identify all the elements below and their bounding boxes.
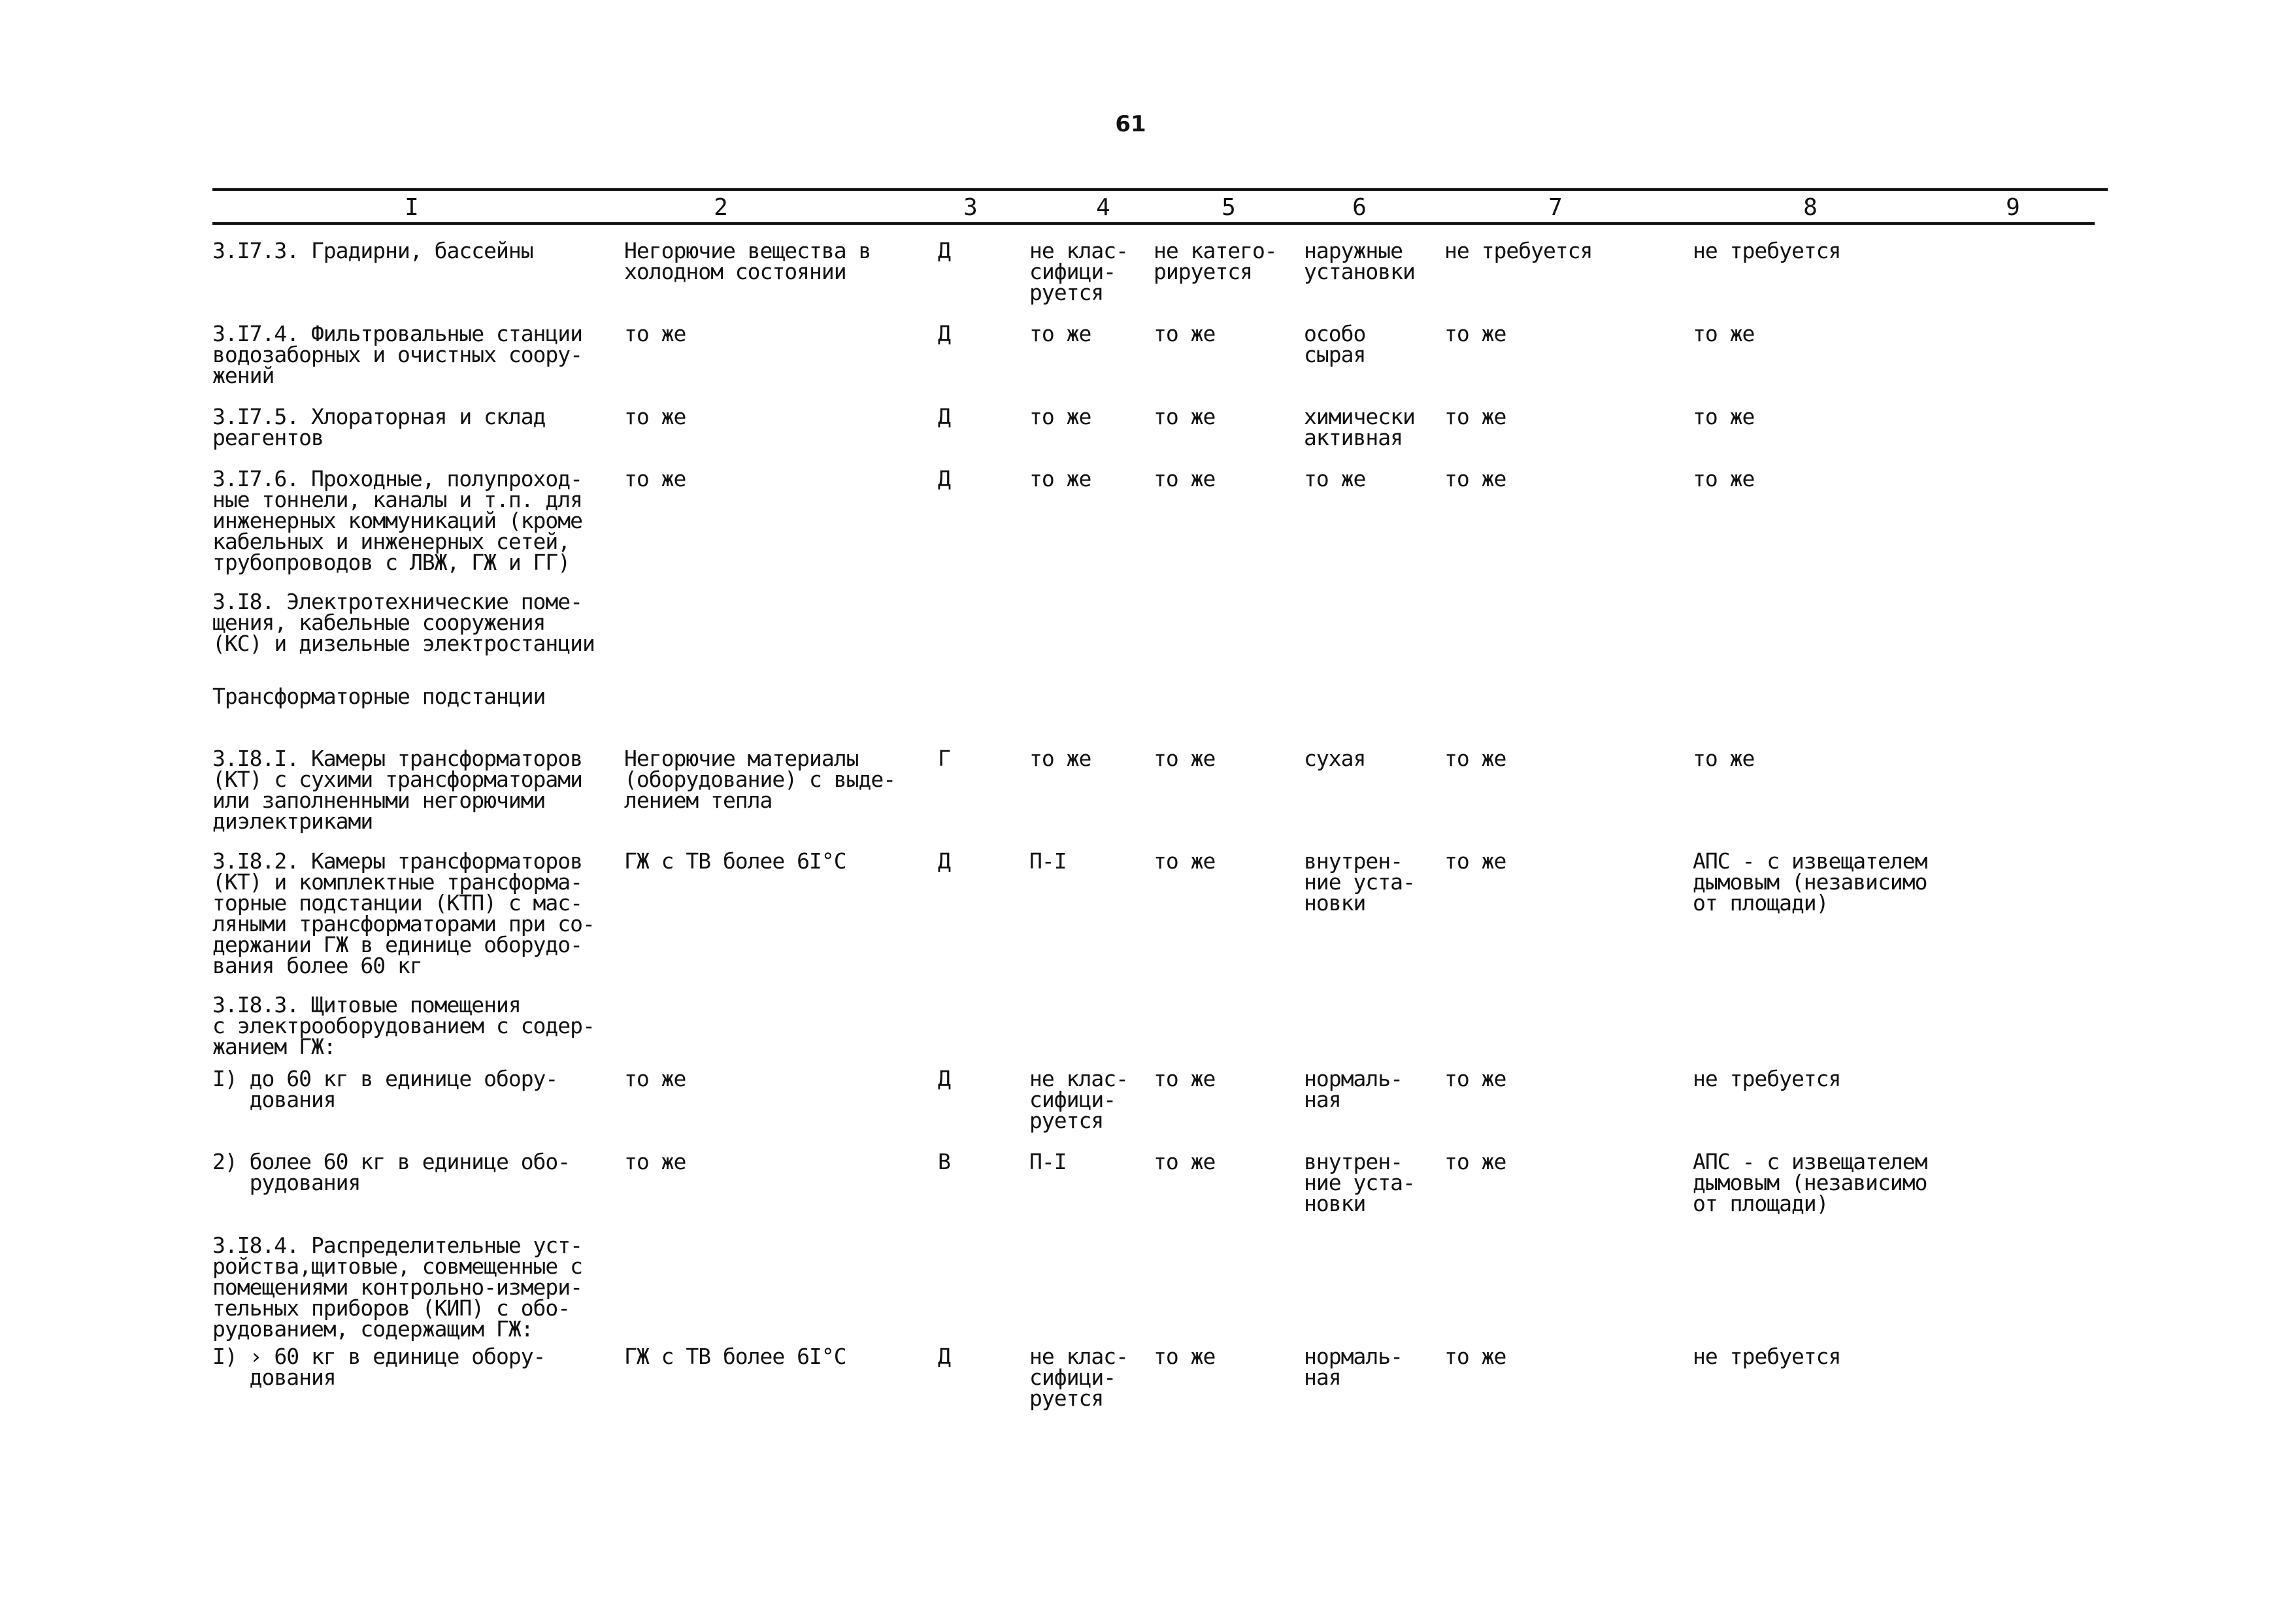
substance-cell: ГЖ с ТВ более 6I°С (624, 1344, 846, 1369)
class-cell: то же (1029, 466, 1091, 491)
column-number-3: 3 (963, 194, 978, 221)
col5-cell: то же (1154, 848, 1216, 874)
category-cell: В (938, 1149, 950, 1174)
table-column-header (0, 195, 2294, 222)
environment-cell: нормаль- ная (1304, 1066, 1403, 1112)
class-cell: П-I (1029, 1149, 1067, 1174)
col5-cell: то же (1154, 746, 1216, 771)
substance-cell: ГЖ с ТВ более 6I°С (624, 848, 846, 874)
column-number-8: 8 (1803, 194, 1818, 221)
category-cell: Д (938, 238, 950, 263)
col7-cell: то же (1444, 746, 1506, 771)
col8-cell: не требуется (1693, 1066, 1841, 1091)
class-cell: не клас- сифици- руется (1029, 238, 1128, 305)
row-title: 3.I7.4. Фильтровальные станции водозаборных и очистных соору- жений (212, 321, 583, 388)
col7-cell: то же (1444, 1344, 1506, 1369)
col5-cell: то же (1154, 1149, 1216, 1174)
row-title: Трансформаторные подстанции (212, 684, 546, 709)
environment-cell: сухая (1304, 746, 1366, 771)
col5-cell: то же (1154, 404, 1216, 429)
class-cell: то же (1029, 746, 1091, 771)
class-cell: П-I (1029, 848, 1067, 874)
row-title: I) › 60 кг в единице обору- дования (212, 1344, 546, 1390)
row-title: 3.I8.3. Щитовые помещения с электрооборудованием с содер- жанием ГЖ: (212, 992, 595, 1059)
col8-cell: не требуется (1693, 1344, 1841, 1369)
category-cell: Д (938, 1344, 950, 1369)
substance-cell: Негорючие материалы (оборудование) с выде- лением тепла (624, 746, 896, 813)
substance-cell: то же (624, 466, 686, 491)
col5-cell: то же (1154, 321, 1216, 346)
column-number-7: 7 (1548, 194, 1563, 221)
column-number-6: 6 (1352, 194, 1367, 221)
col8-cell: то же (1693, 746, 1755, 771)
column-number-4: 4 (1096, 194, 1110, 221)
row-title: 2) более 60 кг в единице обо- рудования (212, 1149, 571, 1195)
row-title: 3.I8.2. Камеры трансформаторов (КТ) и комплектные трансформа- торные подстанции (КТП) с мас- ляными трансформаторами при со- держании ГЖ в единице оборудо- вания более 60 кг (212, 848, 595, 978)
col8-cell: то же (1693, 321, 1755, 346)
row-title: 3.I8. Электротехнические поме- щения, кабельные сооружения (КС) и дизельные электростанции (212, 589, 595, 656)
col8-cell: АПС - с извещателем дымовым (независимо от площади) (1693, 848, 1927, 916)
class-cell: не клас- сифици- руется (1029, 1066, 1128, 1133)
row-title: I) до 60 кг в единице обору- дования (212, 1066, 558, 1112)
class-cell: не клас- сифици- руется (1029, 1344, 1128, 1411)
row-title: 3.I7.6. Проходные, полупроход- ные тоннели, каналы и т.п. для инженерных коммуникаций (кроме кабельных и инженерных сетей, трубопроводов с ЛВЖ, ГЖ и ГГ) (212, 466, 583, 575)
col7-cell: то же (1444, 404, 1506, 429)
page-number: 61 (1115, 111, 1146, 137)
environment-cell: химически активная (1304, 404, 1415, 450)
environment-cell: наружные установки (1304, 238, 1415, 284)
substance-cell: Негорючие вещества в холодном состоянии (624, 238, 871, 284)
environment-cell: нормаль- ная (1304, 1344, 1403, 1390)
substance-cell: то же (624, 321, 686, 346)
col7-cell: то же (1444, 321, 1506, 346)
environment-cell: особо сырая (1304, 321, 1366, 367)
row-title: 3.I8.I. Камеры трансформаторов (КТ) с сухими трансформаторами или заполненными негорючими диэлектриками (212, 746, 583, 834)
col5-cell: не катего- рируется (1154, 238, 1277, 284)
environment-cell: внутрен- ние уста- новки (1304, 848, 1415, 916)
column-number-9: 9 (2006, 194, 2020, 221)
col8-cell: не требуется (1693, 238, 1841, 263)
category-cell: Д (938, 466, 950, 491)
col8-cell: то же (1693, 466, 1755, 491)
col7-cell: то же (1444, 1066, 1506, 1091)
category-cell: Д (938, 848, 950, 874)
col7-cell: то же (1444, 466, 1506, 491)
table-top-rule (212, 188, 2108, 191)
col7-cell: то же (1444, 848, 1506, 874)
substance-cell: то же (624, 404, 686, 429)
category-cell: Д (938, 1066, 950, 1091)
column-number-1: I (405, 194, 419, 221)
col5-cell: то же (1154, 466, 1216, 491)
col5-cell: то же (1154, 1344, 1216, 1369)
col8-cell: то же (1693, 404, 1755, 429)
table-header-rule (212, 222, 2095, 225)
col7-cell: то же (1444, 1149, 1506, 1174)
substance-cell: то же (624, 1066, 686, 1091)
class-cell: то же (1029, 404, 1091, 429)
col7-cell: не требуется (1444, 238, 1593, 263)
class-cell: то же (1029, 321, 1091, 346)
category-cell: Г (938, 746, 950, 771)
row-title: 3.I7.3. Градирни, бассейны (212, 238, 533, 263)
col5-cell: то же (1154, 1066, 1216, 1091)
column-number-2: 2 (714, 194, 728, 221)
category-cell: Д (938, 321, 950, 346)
environment-cell: внутрен- ние уста- новки (1304, 1149, 1415, 1216)
column-number-5: 5 (1222, 194, 1236, 221)
col8-cell: АПС - с извещателем дымовым (независимо от площади) (1693, 1149, 1927, 1216)
row-title: 3.I8.4. Распределительные уст- ройства,щитовые, совмещенные с помещениями контрольно-измери- тельных приборов (КИП) с обо- рудованием, содержащим ГЖ: (212, 1233, 583, 1342)
category-cell: Д (938, 404, 950, 429)
row-title: 3.I7.5. Хлораторная и склад реагентов (212, 404, 546, 450)
environment-cell: то же (1304, 466, 1366, 491)
substance-cell: то же (624, 1149, 686, 1174)
